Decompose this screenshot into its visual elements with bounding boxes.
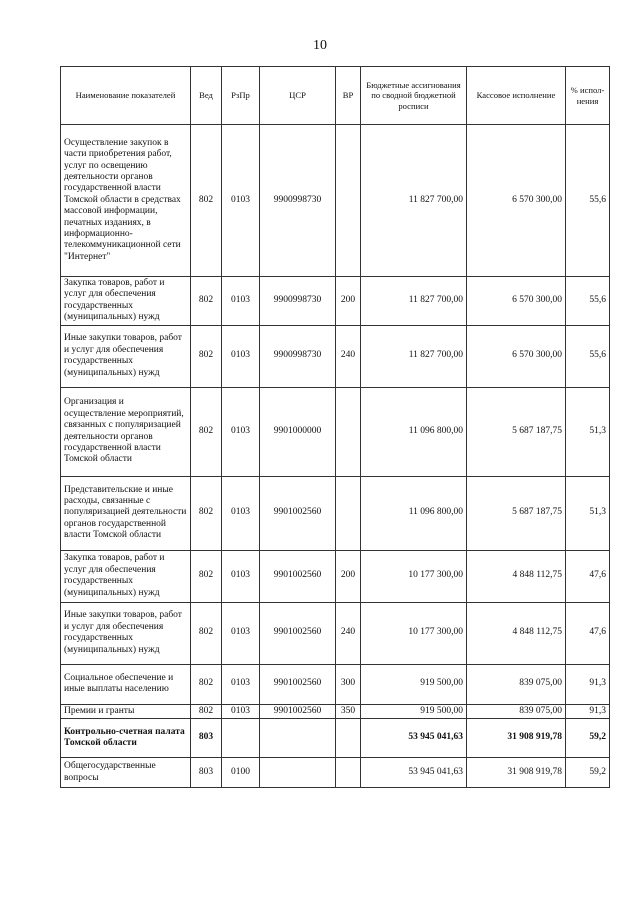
row-percent: 91,3 — [566, 704, 610, 718]
row-percent: 51,3 — [566, 387, 610, 476]
row-name: Закупка товаров, работ и услуг для обеспечения государственных (муниципальных) нужд — [61, 277, 191, 326]
row-budget: 11 827 700,00 — [361, 325, 467, 387]
row-vr: 240 — [336, 602, 361, 664]
header-csr: ЦСР — [260, 67, 336, 125]
row-ved: 803 — [191, 758, 222, 788]
row-name: Социальное обеспечение и иные выплаты населению — [61, 664, 191, 704]
row-budget: 11 096 800,00 — [361, 476, 467, 550]
row-budget: 11 827 700,00 — [361, 277, 467, 326]
table-row — [61, 602, 610, 664]
header-cash: Кассовое исполнение — [467, 67, 566, 125]
row-budget: 919 500,00 — [361, 704, 467, 718]
row-rzpr: 0103 — [222, 325, 260, 387]
header-percent: % испол-нения — [566, 67, 610, 125]
table-row — [61, 325, 610, 387]
row-vr: 240 — [336, 325, 361, 387]
row-csr: 9901002560 — [260, 704, 336, 718]
row-rzpr — [222, 719, 260, 758]
row-csr: 9901000000 — [260, 387, 336, 476]
row-rzpr: 0100 — [222, 758, 260, 788]
row-rzpr: 0103 — [222, 476, 260, 550]
row-rzpr: 0103 — [222, 550, 260, 602]
row-csr — [260, 719, 336, 758]
row-cash: 5 687 187,75 — [467, 387, 566, 476]
row-name: Осуществление закупок в части приобретения работ, услуг по освещению деятельности органов государственной власти Томской области в средствах массовой информации, печатных изданиях, в информационно-телекоммуникационной сети "Интернет" — [61, 125, 191, 277]
row-budget: 53 945 041,63 — [361, 758, 467, 788]
row-csr — [260, 758, 336, 788]
row-csr: 9901002560 — [260, 476, 336, 550]
row-ved: 802 — [191, 602, 222, 664]
row-rzpr: 0103 — [222, 602, 260, 664]
row-rzpr: 0103 — [222, 277, 260, 326]
header-ved: Вед — [191, 67, 222, 125]
row-name: Представительские и иные расходы, связанные с популяризацией деятельности органов государственной власти Томской области — [61, 476, 191, 550]
row-name: Организация и осуществление мероприятий, связанных с популяризацией деятельности органов государственной власти Томской области — [61, 387, 191, 476]
row-name: Контрольно-счетная палата Томской области — [61, 719, 191, 758]
row-name: Иные закупки товаров, работ и услуг для обеспечения государственных (муниципальных) нужд — [61, 602, 191, 664]
row-vr: 200 — [336, 277, 361, 326]
row-percent: 59,2 — [566, 758, 610, 788]
row-csr: 9901002560 — [260, 602, 336, 664]
row-cash: 839 075,00 — [467, 664, 566, 704]
row-cash: 839 075,00 — [467, 704, 566, 718]
table-row — [61, 125, 610, 277]
row-budget: 11 827 700,00 — [361, 125, 467, 277]
row-budget: 10 177 300,00 — [361, 602, 467, 664]
row-cash: 4 848 112,75 — [467, 602, 566, 664]
row-budget: 11 096 800,00 — [361, 387, 467, 476]
row-ved: 802 — [191, 125, 222, 277]
page-number: 10 — [313, 38, 327, 53]
row-cash: 6 570 300,00 — [467, 125, 566, 277]
row-percent: 55,6 — [566, 325, 610, 387]
row-percent: 47,6 — [566, 550, 610, 602]
row-cash: 31 908 919,78 — [467, 758, 566, 788]
budget-execution-table — [60, 66, 610, 788]
row-vr: 350 — [336, 704, 361, 718]
row-ved: 802 — [191, 550, 222, 602]
row-vr — [336, 719, 361, 758]
row-csr: 9901002560 — [260, 664, 336, 704]
row-ved: 803 — [191, 719, 222, 758]
header-budget: Бюджетные ассигнования по сводной бюджетной росписи — [361, 67, 467, 125]
row-name: Иные закупки товаров, работ и услуг для обеспечения государственных (муниципальных) нужд — [61, 325, 191, 387]
row-budget: 10 177 300,00 — [361, 550, 467, 602]
row-percent: 55,6 — [566, 277, 610, 326]
row-name: Общегосударственные вопросы — [61, 758, 191, 788]
table-row — [61, 387, 610, 476]
row-csr: 9900998730 — [260, 277, 336, 326]
row-csr: 9900998730 — [260, 325, 336, 387]
row-percent: 59,2 — [566, 719, 610, 758]
row-rzpr: 0103 — [222, 704, 260, 718]
row-rzpr: 0103 — [222, 387, 260, 476]
table-row — [61, 719, 610, 758]
table-row — [61, 758, 610, 788]
row-vr: 300 — [336, 664, 361, 704]
row-vr: 200 — [336, 550, 361, 602]
row-cash: 31 908 919,78 — [467, 719, 566, 758]
row-rzpr: 0103 — [222, 125, 260, 277]
row-cash: 4 848 112,75 — [467, 550, 566, 602]
row-budget: 919 500,00 — [361, 664, 467, 704]
row-vr — [336, 125, 361, 277]
row-cash: 6 570 300,00 — [467, 325, 566, 387]
table-body — [61, 125, 610, 788]
row-ved: 802 — [191, 476, 222, 550]
row-percent: 51,3 — [566, 476, 610, 550]
row-csr: 9901002560 — [260, 550, 336, 602]
row-name: Премии и гранты — [61, 704, 191, 718]
row-percent: 55,6 — [566, 125, 610, 277]
row-vr — [336, 476, 361, 550]
header-rzpr: РзПр — [222, 67, 260, 125]
row-ved: 802 — [191, 387, 222, 476]
table-header-row — [61, 67, 610, 125]
table-row — [61, 277, 610, 326]
row-csr: 9900998730 — [260, 125, 336, 277]
row-ved: 802 — [191, 277, 222, 326]
row-vr — [336, 387, 361, 476]
row-ved: 802 — [191, 325, 222, 387]
row-ved: 802 — [191, 664, 222, 704]
table-row — [61, 476, 610, 550]
table-row — [61, 664, 610, 704]
header-vr: ВР — [336, 67, 361, 125]
table-row — [61, 704, 610, 718]
table-row — [61, 550, 610, 602]
row-percent: 91,3 — [566, 664, 610, 704]
row-vr — [336, 758, 361, 788]
row-cash: 5 687 187,75 — [467, 476, 566, 550]
row-percent: 47,6 — [566, 602, 610, 664]
row-rzpr: 0103 — [222, 664, 260, 704]
row-budget: 53 945 041,63 — [361, 719, 467, 758]
row-ved: 802 — [191, 704, 222, 718]
row-cash: 6 570 300,00 — [467, 277, 566, 326]
row-name: Закупка товаров, работ и услуг для обеспечения государственных (муниципальных) нужд — [61, 550, 191, 602]
header-name: Наименование показателей — [61, 67, 191, 125]
